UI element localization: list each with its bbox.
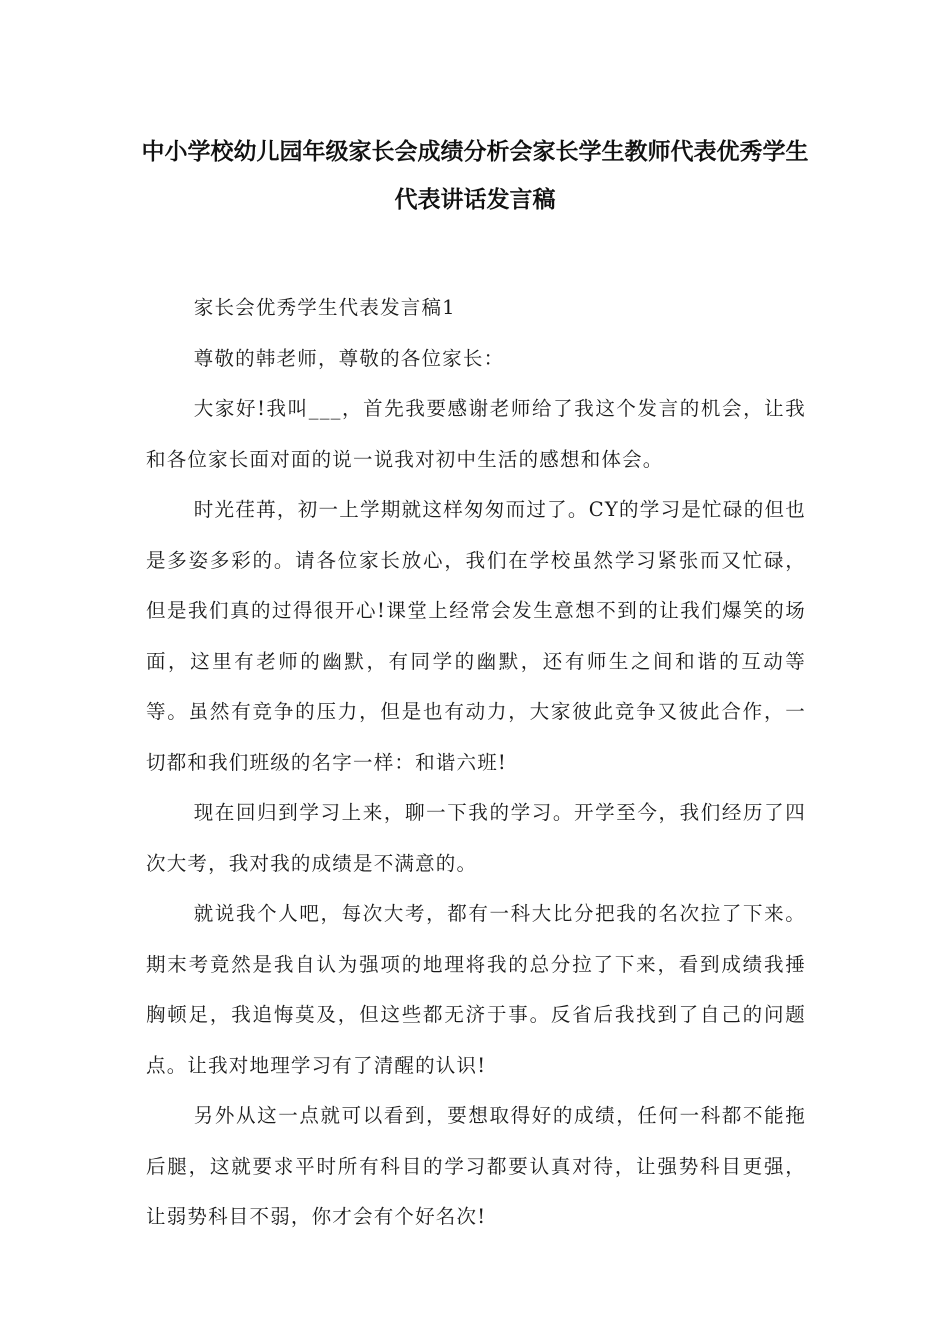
paragraph-salutation: 尊敬的韩老师，尊敬的各位家长：: [193, 346, 505, 370]
paragraph-study: 现在回归到学习上来，聊一下我的学习。开学至今，我们经历了四次大考，我对我的成绩是不满意的。: [146, 801, 806, 875]
paragraph-school-life: 时光荏苒，初一上学期就这样匆匆而过了。CY的学习是忙碌的但也是多姿多彩的。请各位家长放心，我们在学校虽然学习紧张而又忙碌，但是我们真的过得很开心!课堂上经常会发生意想不到的让我们爆笑的场面，这里有老师的幽默，有同学的幽默，还有师生之间和谐的互动等等。虽然有竞争的压力，但是也有动力，大家彼此竞争又彼此合作，一切都和我们班级的名字一样：和谐六班!: [146, 498, 806, 774]
paragraph-advice: 另外从这一点就可以看到，要想取得好的成绩，任何一科都不能拖后腿，这就要求平时所有科目的学习都要认真对待，让强势科目更强，让弱势科目不弱，你才会有个好名次!: [146, 1104, 806, 1228]
document-body: [146, 283, 806, 1243]
document-title: [120, 128, 830, 224]
paragraph-heading: 家长会优秀学生代表发言稿1: [193, 296, 456, 319]
paragraph-intro: 大家好!我叫___，首先我要感谢老师给了我这个发言的机会，让我和各位家长面对面的说一说我对初中生活的感想和体会。: [146, 397, 806, 471]
paragraph-personal: 就说我个人吧，每次大考，都有一科大比分把我的名次拉了下来。期末考竟然是我自认为强项的地理将我的总分拉了下来，看到成绩我捶胸顿足，我追悔莫及，但这些都无济于事。反省后我找到了自己的问题点。让我对地理学习有了清醒的认识!: [146, 902, 806, 1077]
title-line-1: 中小学校幼儿园年级家长会成绩分析会家长学生教师代表优秀学生: [141, 139, 809, 165]
title-line-2: 代表讲话发言稿: [394, 187, 556, 213]
